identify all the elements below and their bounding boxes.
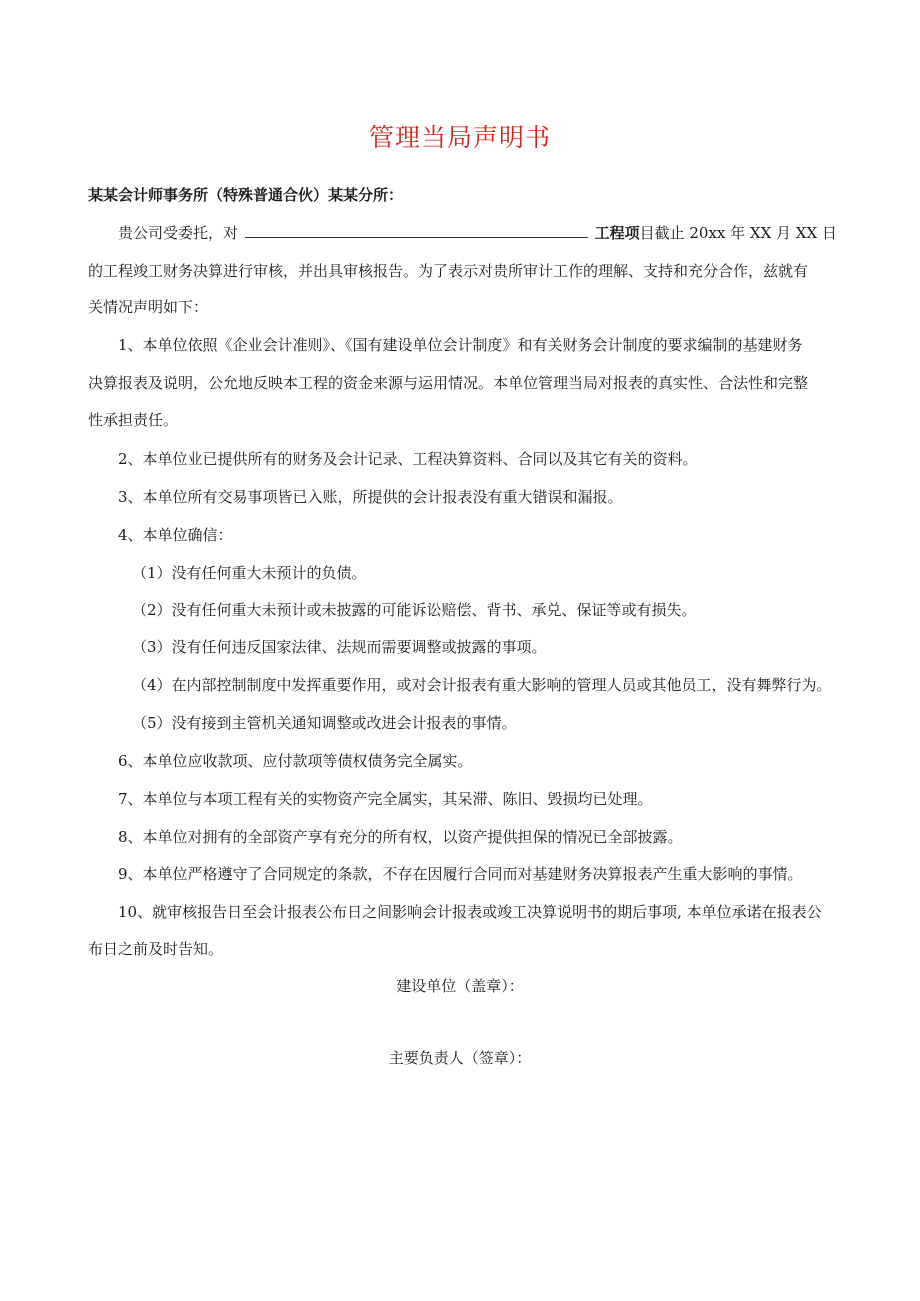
intro-line-2: 的工程竣工财务决算进行审核，并出具审核报告。为了表示对贵所审计工作的理解、支持和充分合作，兹就有	[88, 262, 809, 280]
sub-item-1: （1）没有任何重大未预计的负债。	[132, 564, 367, 582]
item-10-line-1: 10、就审核报告日至会计报表公布日之间影响会计报表或竣工决算说明书的期后事项, 本单位承诺在报表公	[118, 903, 822, 921]
item-9: 9、本单位严格遵守了合同规定的条款，不存在因履行合同而对基建财务决算报表产生重大影响的事情。	[118, 865, 803, 883]
sub-item-2: （2）没有任何重大未预计或未披露的可能诉讼赔偿、背书、承兑、保证等或有损失。	[132, 601, 697, 619]
addressee: 某某会计师事务所（特殊普通合伙）某某分所：	[88, 186, 404, 204]
item-1-line-3: 性承担责任。	[88, 411, 179, 429]
signature-person: 主要负责人（签章）：	[388, 1049, 532, 1067]
intro-text-1: 贵公司受委托，对	[118, 224, 239, 242]
item-2: 2、本单位业已提供所有的财务及会计记录、工程决算资料、合同以及其它有关的资料。	[118, 450, 698, 468]
item-10-line-2: 布日之前及时告知。	[88, 940, 224, 958]
item-1-line-2: 决算报表及说明，公允地反映本工程的资金来源与运用情况。本单位管理当局对报表的真实性、合法性和完整	[88, 374, 809, 392]
sub-item-4: （4）在内部控制制度中发挥重要作用，或对会计报表有重大影响的管理人员或其他员工，没有舞弊行为。	[132, 676, 832, 694]
intro-line-3: 关情况声明如下：	[88, 298, 209, 316]
intro-text-2: 工程项	[594, 224, 640, 242]
item-7: 7、本单位与本项工程有关的实物资产完全属实，其呆滞、陈旧、毁损均已处理。	[118, 790, 653, 808]
intro-line-1	[118, 222, 878, 243]
signature-unit: 建设单位（盖章）：	[396, 977, 524, 995]
item-1-line-1: 1、本单位依照《企业会计准则》、《国有建设单位会计制度》和有关财务会计制度的要求编制的基建财务	[118, 336, 803, 354]
sub-item-3: （3）没有任何违反国家法律、法规而需要调整或披露的事项。	[132, 638, 547, 656]
item-6: 6、本单位应收款项、应付款项等债权债务完全属实。	[118, 752, 473, 770]
item-4: 4、本单位确信：	[118, 526, 233, 544]
intro-text-3: 目截止 20xx 年 XX 月 XX 日	[639, 224, 837, 242]
project-name-blank[interactable]	[245, 223, 588, 238]
document-title: 管理当局声明书	[368, 123, 551, 152]
item-3: 3、本单位所有交易事项皆已入账，所提供的会计报表没有重大错误和漏报。	[118, 488, 623, 506]
sub-item-5: （5）没有接到主管机关通知调整或改进会计报表的事情。	[132, 714, 517, 732]
item-8: 8、本单位对拥有的全部资产享有充分的所有权，以资产提供担保的情况已全部披露。	[118, 828, 683, 846]
